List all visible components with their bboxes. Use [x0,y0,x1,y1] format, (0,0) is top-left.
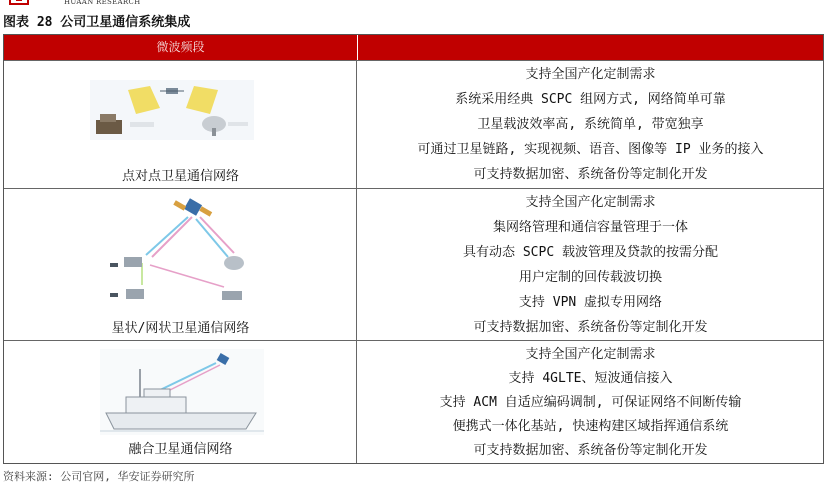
header-cell-band: 微波频段 [4,35,358,60]
network-cell [4,341,357,463]
source-note: 资料来源: 公司官网, 华安证券研究所 [3,470,195,483]
feature-line: 卫星载波效率高, 系统简单, 带宽独享 [477,117,704,132]
figure-title: 图表 28 公司卫星通信系统集成 [3,15,191,30]
feature-line: 便携式一体化基站, 快速构建区域指挥通信系统 [452,419,729,434]
network-name: 融合卫星通信网络 [128,442,233,457]
network-cell [4,189,357,340]
report-header [0,0,826,10]
table-header-row [4,35,823,60]
features-cell [358,189,823,340]
feature-line: 系统采用经典 SCPC 组网方式, 网络简单可靠 [455,92,726,107]
feature-line: 可支持数据加密、系统备份等定制化开发 [473,167,708,182]
feature-line: 支持 VPN 虚拟专用网络 [518,295,663,310]
ship-satellite-network-diagram-icon [100,349,264,435]
feature-line: 支持全国产化定制需求 [525,67,656,82]
feature-line: 可支持数据加密、系统备份等定制化开发 [473,320,708,335]
feature-line: 可支持数据加密、系统备份等定制化开发 [473,443,708,458]
feature-line: 支持全国产化定制需求 [525,195,656,210]
features-cell [358,61,823,188]
feature-line: 集网络管理和通信容量管理于一体 [492,220,688,235]
table-row [4,60,823,188]
feature-line: 支持 ACM 自适应编码调制, 可保证网络不间断传输 [439,395,742,410]
features-cell [358,341,823,463]
feature-line: 用户定制的回传载波切换 [518,270,662,285]
network-cell [4,61,357,188]
huaan-logo-icon [8,0,30,6]
star-mesh-network-diagram-icon [96,193,266,311]
integration-table [3,34,824,464]
brand-english-name: HUAAN RESEARCH [64,0,141,6]
point-to-point-network-diagram-icon [90,80,254,140]
network-name: 星状/网状卫星通信网络 [111,321,250,336]
table-row [4,188,823,340]
feature-line: 支持全国产化定制需求 [525,347,656,362]
feature-line: 支持 4GLTE、短波通信接入 [508,371,673,386]
table-row [4,340,823,463]
feature-line: 具有动态 SCPC 载波管理及贷款的按需分配 [463,245,718,260]
feature-line: 可通过卫星链路, 实现视频、语音、图像等 IP 业务的接入 [417,142,764,157]
network-name: 点对点卫星通信网络 [121,169,239,184]
header-cell-features [358,35,823,60]
